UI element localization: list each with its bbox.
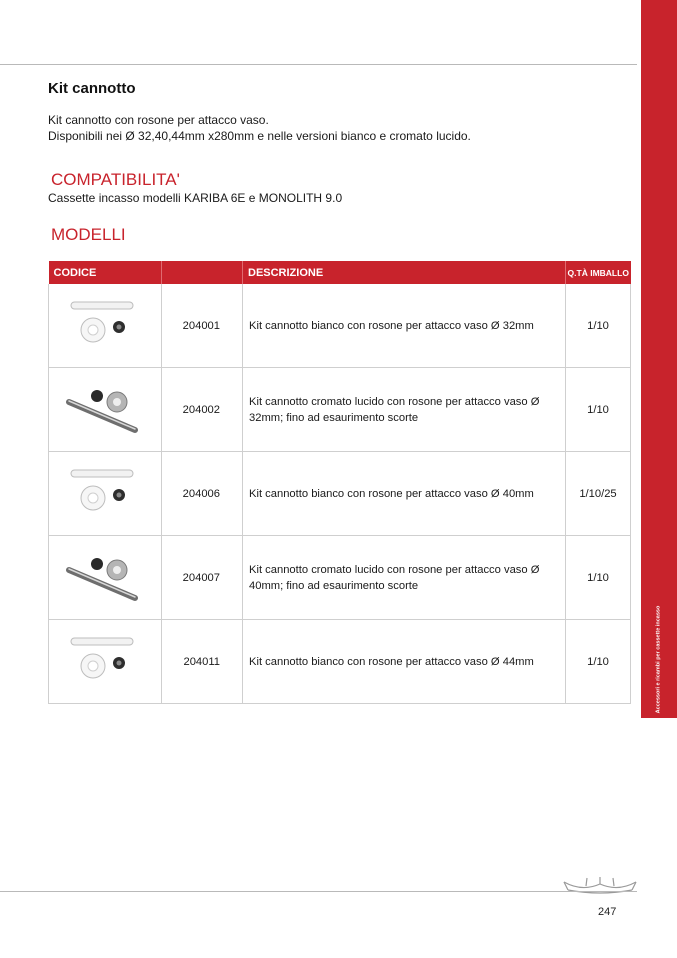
- intro-line-1: Kit cannotto con rosone per attacco vaso.: [48, 113, 269, 127]
- table-row: [49, 368, 631, 452]
- product-qty: 1/10: [566, 284, 631, 368]
- product-image-cell: [49, 536, 162, 620]
- top-divider: [0, 64, 637, 65]
- product-image-cell: [49, 452, 162, 536]
- product-qty: 1/10: [566, 620, 631, 704]
- chrome-pipe-kit-image: [49, 380, 161, 440]
- product-code: 204007: [162, 536, 243, 620]
- compat-text: Cassette incasso modelli KARIBA 6E e MONOLITH 9.0: [48, 191, 343, 205]
- product-qty: 1/10: [566, 536, 631, 620]
- page-title: Kit cannotto: [48, 80, 136, 97]
- compat-heading: COMPATIBILITA': [51, 170, 180, 189]
- table-row: [49, 536, 631, 620]
- product-code: 204002: [162, 368, 243, 452]
- bottom-divider: [0, 891, 637, 892]
- side-tab-label: [641, 600, 677, 718]
- header-empty: [162, 261, 243, 284]
- table-row: [49, 284, 631, 368]
- side-tab-text: Accessori e ricambi per cassette incasso: [655, 605, 662, 713]
- header-qty: Q.TÀ IMBALLO: [566, 261, 631, 284]
- product-image-cell: [49, 620, 162, 704]
- product-code: 204001: [162, 284, 243, 368]
- product-description: Kit cannotto cromato lucido con rosone per attacco vaso Ø 40mm; fino ad esaurimento scorte: [243, 536, 566, 620]
- product-qty: 1/10: [566, 368, 631, 452]
- product-code: 204011: [162, 620, 243, 704]
- product-qty: 1/10/25: [566, 452, 631, 536]
- product-description: Kit cannotto cromato lucido con rosone per attacco vaso Ø 32mm; fino ad esaurimento scorte: [243, 368, 566, 452]
- white-pipe-kit-image: [49, 632, 161, 692]
- product-description: Kit cannotto bianco con rosone per attacco vaso Ø 32mm: [243, 284, 566, 368]
- models-heading: MODELLI: [51, 225, 126, 244]
- models-table: [48, 261, 631, 704]
- white-pipe-kit-image: [49, 464, 161, 524]
- product-image-cell: [49, 284, 162, 368]
- page-number: 247: [598, 906, 617, 918]
- intro-line-2: Disponibili nei Ø 32,40,44mm x280mm e nelle versioni bianco e cromato lucido.: [48, 129, 471, 143]
- chrome-pipe-kit-image: [49, 548, 161, 608]
- header-code: CODICE: [49, 261, 162, 284]
- intro-text: [48, 112, 471, 144]
- table-header-row: [49, 261, 631, 284]
- footer-wave-icon: [562, 876, 638, 896]
- product-description: Kit cannotto bianco con rosone per attacco vaso Ø 44mm: [243, 620, 566, 704]
- header-description: DESCRIZIONE: [243, 261, 566, 284]
- product-image-cell: [49, 368, 162, 452]
- table-row: [49, 452, 631, 536]
- product-code: 204006: [162, 452, 243, 536]
- product-description: Kit cannotto bianco con rosone per attacco vaso Ø 40mm: [243, 452, 566, 536]
- table-row: [49, 620, 631, 704]
- white-pipe-kit-image: [49, 296, 161, 356]
